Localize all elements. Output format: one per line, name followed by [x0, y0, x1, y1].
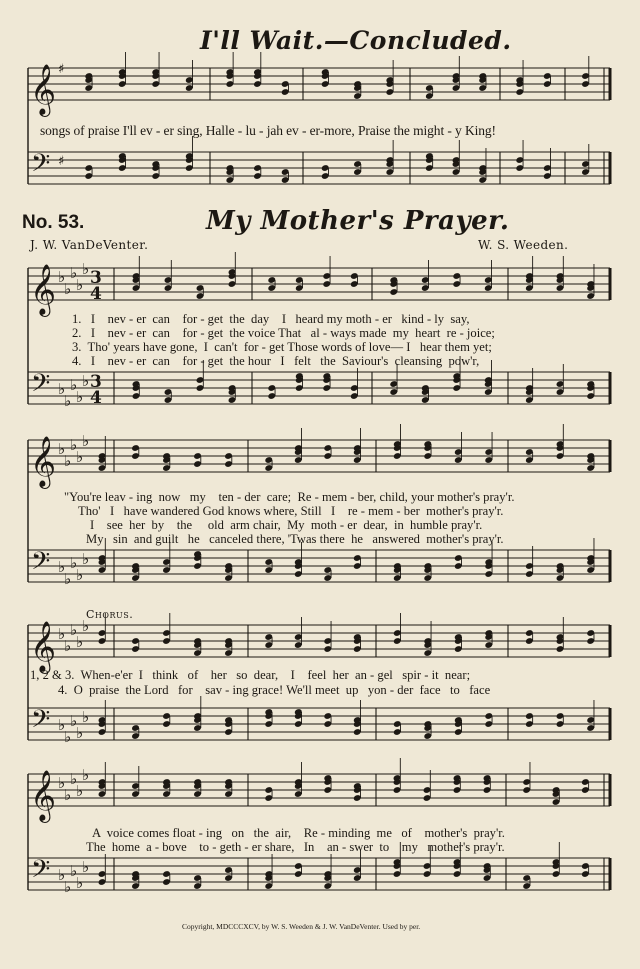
system-3-key-flat: ♭ — [70, 712, 78, 730]
system-1-key-flat: ♭ — [70, 376, 78, 394]
verse-2-line-2: Tho' I have wandered God knows where, Still I re - mem - ber mother's pray'r. — [78, 504, 504, 518]
system-1-key-flat: ♭ — [76, 388, 84, 406]
system-4-key-flat: ♭ — [82, 766, 90, 784]
system-1-key-flat: ♭ — [64, 280, 72, 298]
system-1-time-signature: 3 — [90, 372, 102, 392]
system-1-bass-clef: 𝄢 — [31, 369, 51, 404]
system-4-key-flat: ♭ — [76, 874, 84, 892]
system-2-key-flat: ♭ — [70, 436, 78, 454]
system-2-key-flat: ♭ — [82, 432, 90, 450]
system-1-key-flat: ♭ — [58, 380, 66, 398]
verse-4-line-1: 4. I nev - er can for - get the hour I felt the Saviour's cleansing pow'r, — [72, 354, 480, 368]
system-3-key-flat: ♭ — [58, 716, 66, 734]
system-2-key-flat: ♭ — [64, 570, 72, 588]
system-4-key-flat: ♭ — [70, 862, 78, 880]
system-1-key-flat: ♭ — [64, 392, 72, 410]
final-line-2: The home a - bove to - geth - er share, In an - swer to my mother's pray'r. — [86, 840, 505, 854]
system-1-key-flat: ♭ — [82, 372, 90, 390]
system-4-key-flat: ♭ — [58, 866, 66, 884]
system-a-key-sharp: ♯ — [58, 154, 65, 169]
system-a-treble-clef: 𝄞 — [30, 64, 57, 115]
system-3-key-flat: ♭ — [76, 724, 84, 742]
system-3-bass-clef: 𝄢 — [31, 705, 51, 740]
lyricist-credit: J. W. VanDeVenter. — [30, 238, 149, 252]
system-4-treble-clef: 𝄞 — [30, 770, 57, 821]
system-2-treble-clef: 𝄞 — [30, 436, 57, 487]
system-2-key-flat: ♭ — [76, 566, 84, 584]
hymn-b-title: My Mother's Prayer. — [206, 206, 510, 236]
system-2-key-flat: ♭ — [70, 554, 78, 572]
system-1-time-signature: 3 — [90, 268, 102, 288]
system-3-key-flat: ♭ — [70, 621, 78, 639]
system-3-key-flat: ♭ — [82, 708, 90, 726]
final-line-1: A voice comes float - ing on the air, Re - minding me of mother's pray'r. — [92, 826, 505, 840]
hymn-a-lyric: songs of praise I'll ev - er sing, Halle - lu - jah ev - er-more, Praise the might - y King! — [40, 123, 496, 138]
system-4-key-flat: ♭ — [82, 858, 90, 876]
system-a-bass-clef: 𝄢 — [31, 149, 51, 184]
chorus-line-2: 4. O praise the Lord for sav - ing grace! We'll meet up yon - der face to face — [58, 683, 491, 697]
verse-3-line-2: I see her by the old arm chair, My moth - er dear, in humble pray'r. — [90, 518, 483, 532]
system-1-time-signature: 4 — [90, 284, 102, 304]
system-2-key-flat: ♭ — [58, 558, 66, 576]
system-2-key-flat: ♭ — [64, 452, 72, 470]
system-2-key-flat: ♭ — [76, 448, 84, 466]
system-1-key-flat: ♭ — [70, 264, 78, 282]
composer-credit: W. S. Weeden. — [478, 238, 569, 252]
system-1-key-flat: ♭ — [76, 276, 84, 294]
chorus-label: Chorus. — [86, 608, 134, 621]
system-1-key-flat: ♭ — [82, 260, 90, 278]
system-1-treble-clef: 𝄞 — [30, 264, 57, 315]
verse-1-line-1: 1. I nev - er can for - get the day I heard my moth - er kind - ly say, — [72, 312, 470, 326]
system-3-treble-clef: 𝄞 — [30, 621, 57, 672]
system-3-key-flat: ♭ — [58, 625, 66, 643]
hymn-b-number: No. 53. — [22, 212, 85, 233]
verse-3-line-1: 3. Tho' years have gone, I can't for - get Those words of love— I hear them yet; — [72, 340, 492, 354]
system-a-key-sharp: ♯ — [58, 62, 65, 77]
verse-1-line-2: "You're leav - ing now my ten - der care; Re - mem - ber, child, your mother's pray'r. — [64, 490, 515, 504]
system-1-key-flat: ♭ — [58, 268, 66, 286]
copyright-notice: Copyright, MDCCCXCV, by W. S. Weeden & J. W. VanDeVenter. Used by per. — [182, 922, 421, 931]
system-4-key-flat: ♭ — [58, 774, 66, 792]
system-3-key-flat: ♭ — [82, 617, 90, 635]
verse-4-line-2: My sin and guilt he canceled there, 'Twas there he answered mother's pray'r. — [86, 532, 504, 546]
system-3-key-flat: ♭ — [64, 728, 72, 746]
chorus-line-1: 1, 2 & 3. When-e'er I think of her so dear, I feel her an - gel spir - it near; — [30, 668, 471, 682]
system-1-time-signature: 4 — [90, 388, 102, 408]
system-4-key-flat: ♭ — [76, 782, 84, 800]
system-4-bass-clef: 𝄢 — [31, 855, 51, 890]
system-2-bass-clef: 𝄢 — [31, 547, 51, 582]
system-4-key-flat: ♭ — [64, 878, 72, 896]
system-4-key-flat: ♭ — [70, 770, 78, 788]
verse-2-line-1: 2. I nev - er can for - get the voice That al - ways made my heart re - joice; — [72, 326, 495, 340]
system-4-key-flat: ♭ — [64, 786, 72, 804]
hymn-a-title: I'll Wait.—Concluded. — [200, 26, 512, 55]
system-2-key-flat: ♭ — [82, 550, 90, 568]
system-3-key-flat: ♭ — [64, 637, 72, 655]
system-3-key-flat: ♭ — [76, 633, 84, 651]
system-2-key-flat: ♭ — [58, 440, 66, 458]
